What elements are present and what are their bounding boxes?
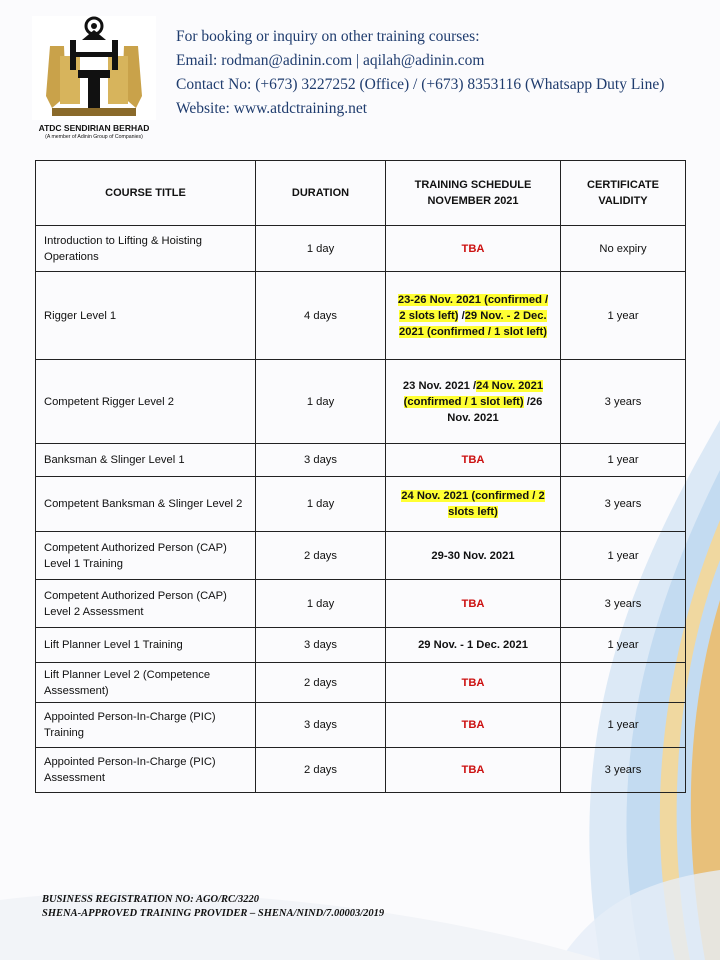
header-validity-line2: VALIDITY [598,195,648,207]
validity-cell: 3 years [561,477,686,532]
footer [42,893,384,921]
validity-cell: 3 years [561,360,686,444]
course-schedule-table [35,160,686,793]
table-row [36,444,686,477]
duration-cell: 1 day [256,226,386,272]
table-row [36,580,686,628]
table-body [36,226,686,793]
schedule-date: 23 Nov. 2021 / [402,379,477,392]
validity-cell: 3 years [561,748,686,793]
schedule-cell [386,663,561,703]
table-row [36,226,686,272]
validity-cell: 1 year [561,532,686,580]
header-schedule [386,161,561,226]
tba-label: TBA [461,764,485,776]
table-row [36,272,686,360]
duration-cell: 3 days [256,444,386,477]
booking-heading: For booking or inquiry on other training courses: [176,28,480,45]
schedule-cell [386,272,561,360]
schedule-cell [386,703,561,748]
validity-cell: 1 year [561,444,686,477]
schedule-cell [386,748,561,793]
table-row [36,477,686,532]
table-row [36,703,686,748]
course-title-cell: Introduction to Lifting & Hoisting Operations [36,226,256,272]
schedule-cell [386,532,561,580]
schedule-date: 29 Nov. - 1 Dec. 2021 [418,639,528,651]
header-validity [561,161,686,226]
schedule-date: / [523,395,530,408]
duration-cell: 2 days [256,748,386,793]
website-link[interactable]: Website: www.atdctraining.net [176,100,368,117]
header-course-title: COURSE TITLE [36,161,256,226]
validity-cell [561,663,686,703]
schedule-cell [386,628,561,663]
validity-cell: 1 year [561,703,686,748]
course-title-cell: Competent Banksman & Slinger Level 2 [36,477,256,532]
header-duration: DURATION [256,161,386,226]
table-row [36,360,686,444]
validity-cell: 1 year [561,272,686,360]
course-title-cell: Rigger Level 1 [36,272,256,360]
table-row [36,628,686,663]
course-title-cell: Lift Planner Level 1 Training [36,628,256,663]
duration-cell: 3 days [256,628,386,663]
table-row [36,532,686,580]
header-schedule-line2: NOVEMBER 2021 [427,195,519,207]
highlighted-date: 24 Nov. 2021 (confirmed / 2 slots left) [401,490,545,518]
table-row [36,663,686,703]
schedule-date: / [458,309,465,322]
tba-label: TBA [461,242,485,255]
duration-cell: 4 days [256,272,386,360]
course-title-cell: Appointed Person-In-Charge (PIC) Assessment [36,748,256,793]
validity-cell: No expiry [561,226,686,272]
course-title-cell: Lift Planner Level 2 (Competence Assessment) [36,663,256,703]
schedule-cell [386,226,561,272]
validity-cell: 3 years [561,580,686,628]
tba-label: TBA [461,597,485,610]
header-validity-line1: CERTIFICATE [587,179,659,191]
duration-cell: 1 day [256,477,386,532]
table-header-row [36,161,686,226]
crane-emblem-icon [32,16,156,120]
company-logo [32,16,156,142]
schedule-cell [386,580,561,628]
highlighted-date: 29 Nov. - 2 Dec. 2021 (confirmed / 1 slot left) [399,309,547,338]
schedule-date: 26 Nov. 2021 [447,395,543,424]
highlighted-date: 23-26 Nov. 2021 (confirmed / 2 slots left) [397,293,549,322]
schedule-cell [386,444,561,477]
shena-approval: SHENA-APPROVED TRAINING PROVIDER – SHENA/NIND/7.00003/2019 [42,908,385,919]
duration-cell: 1 day [256,360,386,444]
schedule-cell [386,360,561,444]
header-schedule-line1: TRAINING SCHEDULE [414,179,532,191]
course-title-cell: Banksman & Slinger Level 1 [36,444,256,477]
company-name: ATDC SENDIRIAN BERHAD [38,123,150,133]
business-registration: BUSINESS REGISTRATION NO: AGO/RC/3220 [42,894,259,905]
course-title-cell: Competent Authorized Person (CAP) Level 2 Assessment [36,580,256,628]
course-title-cell: Competent Authorized Person (CAP) Level 1 Training [36,532,256,580]
duration-cell: 2 days [256,532,386,580]
highlighted-date: 24 Nov. 2021 (confirmed / 1 slot left) [403,379,544,408]
tba-label: TBA [461,676,485,689]
course-title-cell: Appointed Person-In-Charge (PIC) Training [36,703,256,748]
duration-cell: 2 days [256,663,386,703]
table-row [36,748,686,793]
course-title-cell: Competent Rigger Level 2 [36,360,256,444]
validity-cell: 1 year [561,628,686,663]
company-subtitle: (A member of Adinin Group of Companies) [45,134,143,140]
phone-line: Contact No: (+673) 3227252 (Office) / (+673) 8353116 (Whatsapp Duty Line) [176,76,665,93]
duration-cell: 3 days [256,703,386,748]
schedule-date: 29-30 Nov. 2021 [431,549,515,562]
schedule-cell [386,477,561,532]
tba-label: TBA [461,719,485,731]
email-line[interactable]: Email: rodman@adinin.com | aqilah@adinin.com [176,52,485,69]
contact-info [176,25,664,121]
tba-label: TBA [461,454,485,466]
duration-cell: 1 day [256,580,386,628]
